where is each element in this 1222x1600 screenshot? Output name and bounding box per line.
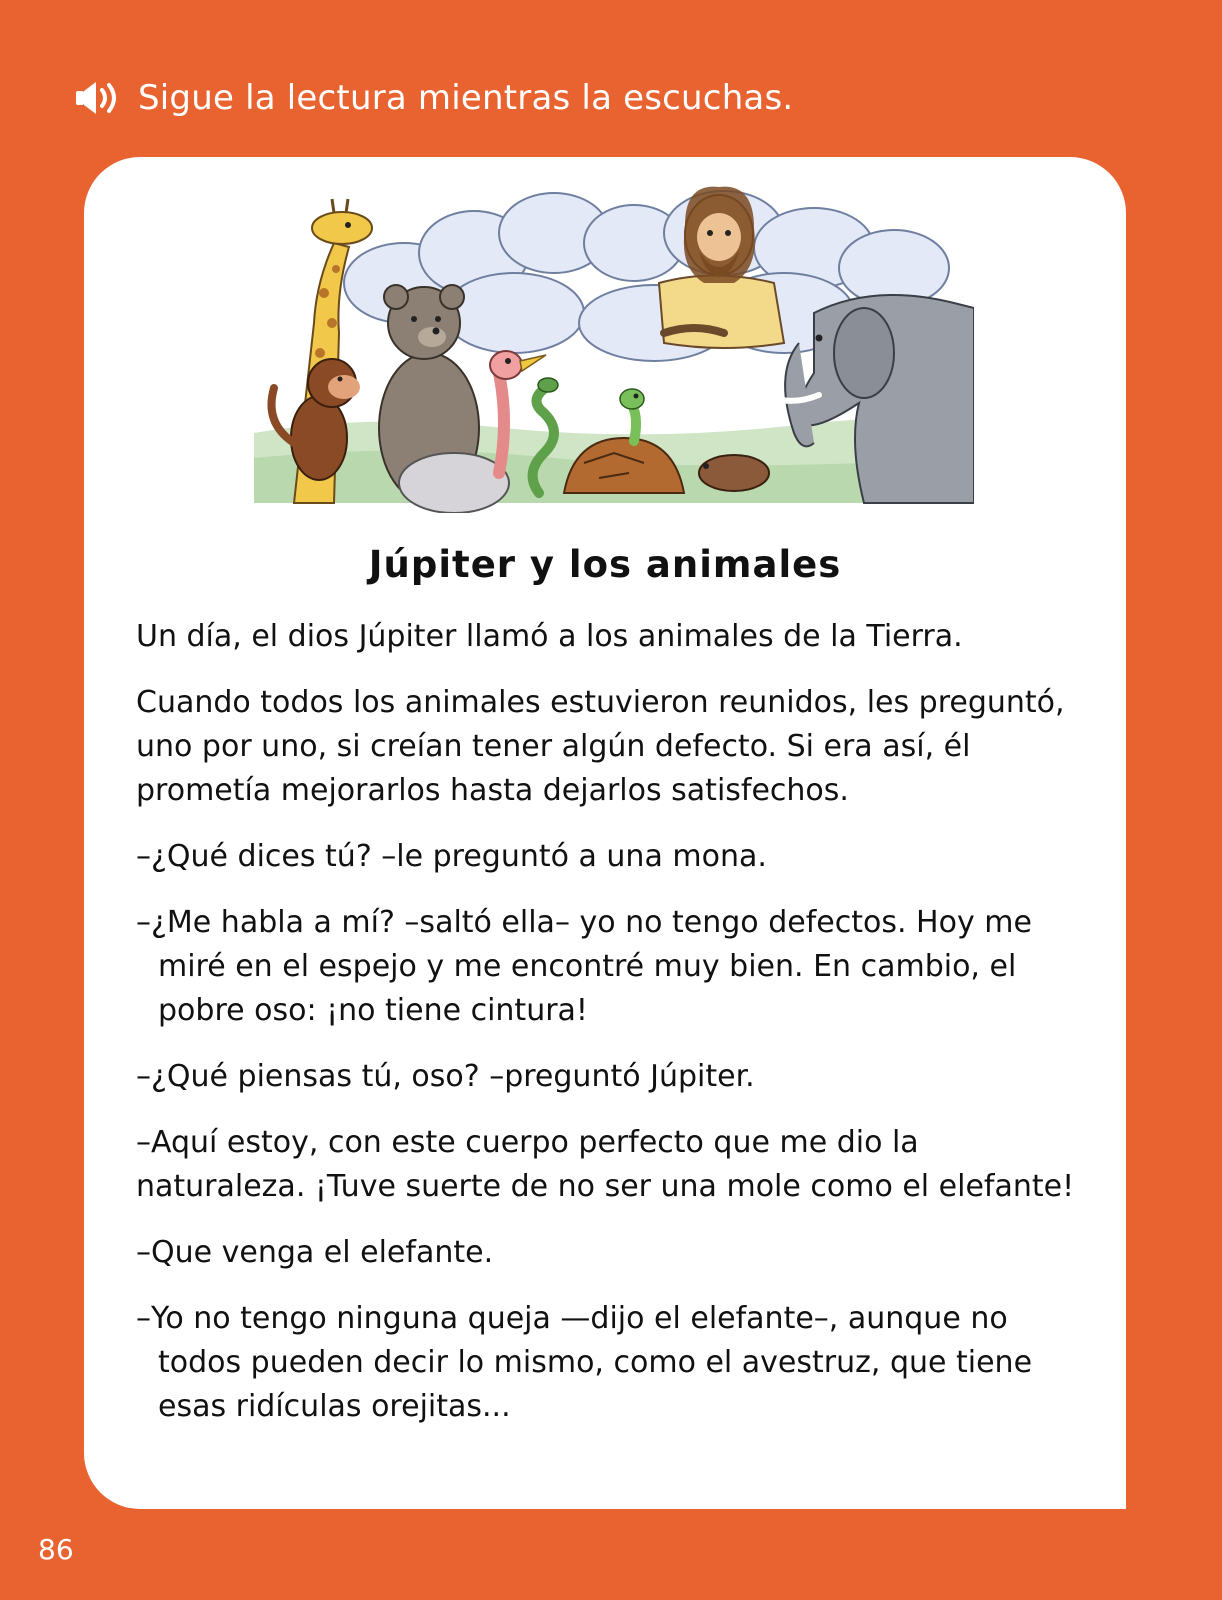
mole-figure xyxy=(699,455,769,491)
page-number: 86 xyxy=(38,1533,74,1566)
reading-card xyxy=(84,157,1126,1509)
story-paragraph: –¿Me habla a mí? –saltó ella– yo no tengo defectos. Hoy me miré en el espejo y me encontré muy bien. En cambio, el pobre oso: ¡no tiene cintura! xyxy=(136,905,1032,1028)
story-paragraph: Cuando todos los animales estuvieron reunidos, les preguntó, uno por uno, si creían tener algún defecto. Si era así, él prometía mejorarlos hasta dejarlos satisfechos. xyxy=(136,685,1065,808)
story-paragraph: –Yo no tengo ninguna queja —dijo el elefante–, aunque no todos pueden decir lo mismo, como el avestruz, que tiene esas ridículas orejitas... xyxy=(136,1301,1033,1424)
jupiter-animals-illustration xyxy=(254,173,974,513)
story-paragraph: Un día, el dios Júpiter llamó a los animales de la Tierra. xyxy=(136,619,963,654)
story-title: Júpiter y los animales xyxy=(368,543,842,586)
story-body xyxy=(136,615,1096,1451)
story-paragraph: –¿Qué dices tú? –le preguntó a una mona. xyxy=(136,839,767,874)
story-paragraph: –Aquí estoy, con este cuerpo perfecto que me dio la naturaleza. ¡Tuve suerte de no ser una mole como el elefante! xyxy=(136,1125,1075,1204)
audio-instruction xyxy=(74,78,793,118)
story-paragraph: –Que venga el elefante. xyxy=(136,1235,494,1270)
instruction-text: Sigue la lectura mientras la escuchas. xyxy=(138,78,794,118)
story-paragraph: –¿Qué piensas tú, oso? –preguntó Júpiter. xyxy=(136,1059,755,1094)
speaker-icon[interactable] xyxy=(74,78,126,118)
